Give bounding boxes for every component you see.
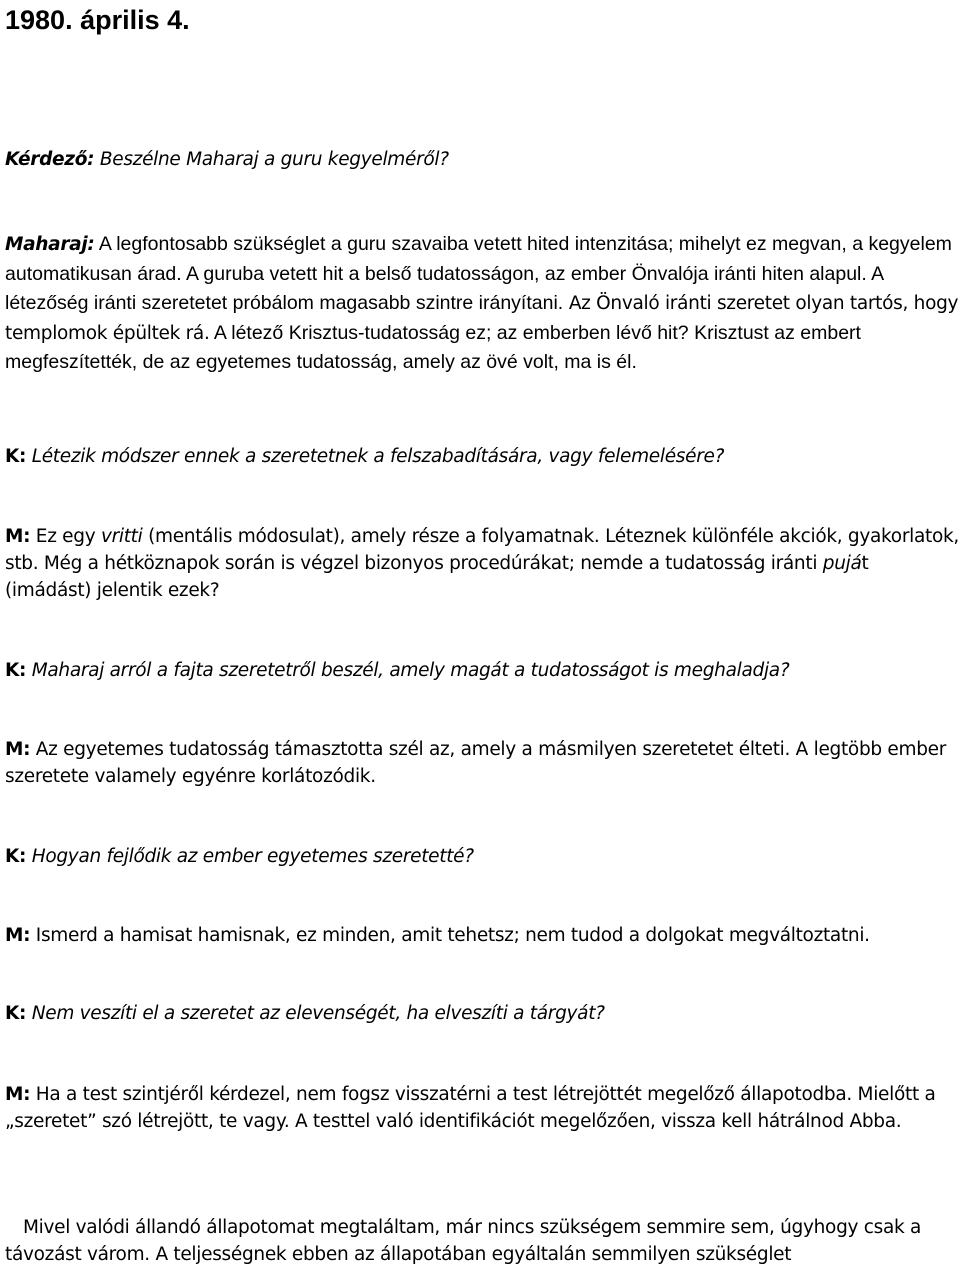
- question-paragraph-5: [5, 1000, 960, 1027]
- speaker-label: M:: [5, 1084, 31, 1105]
- answer-text: Ha a test szintjéről kérdezel, nem fogsz visszatérni a test létrejöttét megelőző állapotodba. Mielőtt a „szeretet” szó létrejött, te vagy. A testtel való identifikációt megelőzően, vissza kell hátrálnod Abba.: [5, 1084, 936, 1132]
- answer-italic-term: vritti: [100, 526, 143, 547]
- answer-paragraph-5: [5, 1081, 960, 1135]
- question-paragraph-2: [5, 443, 960, 470]
- question-paragraph-1: [5, 146, 960, 173]
- question-paragraph-3: [5, 657, 960, 684]
- answer-text: Az Önvaló iránti szeretet olyan tartós, hogy templomok épültek rá.: [5, 293, 959, 344]
- question-text: Létezik módszer ennek a szeretetnek a felszabadítására, vagy felemelésére?: [26, 446, 725, 467]
- answer-text: Ismerd a hamisat hamisnak, ez minden, amit tehetsz; nem tudod a dolgokat megváltoztatni.: [30, 925, 870, 946]
- speaker-label: Kérdező:: [5, 149, 95, 170]
- answer-text: Krisztust az embert megfeszítették, de az egyetemes tudatosság, amely az övé volt, ma is él.: [5, 321, 861, 373]
- question-text: Maharaj arról a fajta szeretetről beszél, amely magát a tudatosságot is meghaladja?: [26, 660, 790, 681]
- answer-text: t (imádást) jelentik ezek?: [5, 553, 869, 601]
- speaker-label: M:: [5, 925, 31, 946]
- answer-paragraph-1: [5, 230, 960, 378]
- document-title: 1980. április 4.: [5, 5, 190, 35]
- speaker-label: K:: [5, 1003, 27, 1024]
- answer-italic-term: pujá: [822, 553, 862, 574]
- answer-text: A legfontosabb szükséglet a guru szavaiba vetett hited intenzitása; mihelyt ez megvan, a kegyelem automatikusan árad. A guruba vetett hit a belső tudatosságon, az ember Önvalója iránti hiten alapul. A létezőség iránti szeretetet próbálom magasabb szintre irányítani.: [5, 233, 952, 314]
- body-paragraph: Mivel valódi állandó állapotomat megtaláltam, már nincs szükségem semmire sem, úgyhogy csak a távozást várom. A teljességnek ebben az állapotában egyáltalán semmilyen szükséglet: [5, 1217, 922, 1265]
- answer-text: A létező Krisztus-tudatosság ez; az emberben lévő hit?: [209, 321, 689, 344]
- answer-paragraph-2: [5, 523, 960, 604]
- speaker-label: K:: [5, 846, 27, 867]
- answer-text: Ez egy: [30, 526, 101, 547]
- question-text: Hogyan fejlődik az ember egyetemes szeretetté?: [26, 846, 474, 867]
- speaker-label: K:: [5, 660, 27, 681]
- question-paragraph-4: [5, 843, 960, 870]
- answer-text: Az egyetemes tudatosság támasztotta szél az, amely a másmilyen szeretetet élteti. A legtöbb ember szeretete valamely egyénre korlátozódik.: [5, 739, 947, 787]
- answer-paragraph-4: [5, 922, 960, 949]
- answer-text: (mentális módosulat), amely része a folyamatnak. Léteznek különféle akciók, gyakorlatok, stb. Még a hétköznapok során is végzel bizonyos procedúrákat; nemde a tudatosság iránti: [5, 526, 959, 574]
- question-text: Nem veszíti el a szeretet az elevenségét, ha elveszíti a tárgyát?: [26, 1003, 605, 1024]
- speaker-label: M:: [5, 526, 31, 547]
- speaker-label: K:: [5, 446, 27, 467]
- speaker-label: Maharaj:: [5, 234, 95, 255]
- answer-paragraph-3: [5, 736, 960, 790]
- speaker-label: M:: [5, 739, 31, 760]
- question-text: Beszélne Maharaj a guru kegyelméről?: [94, 149, 449, 170]
